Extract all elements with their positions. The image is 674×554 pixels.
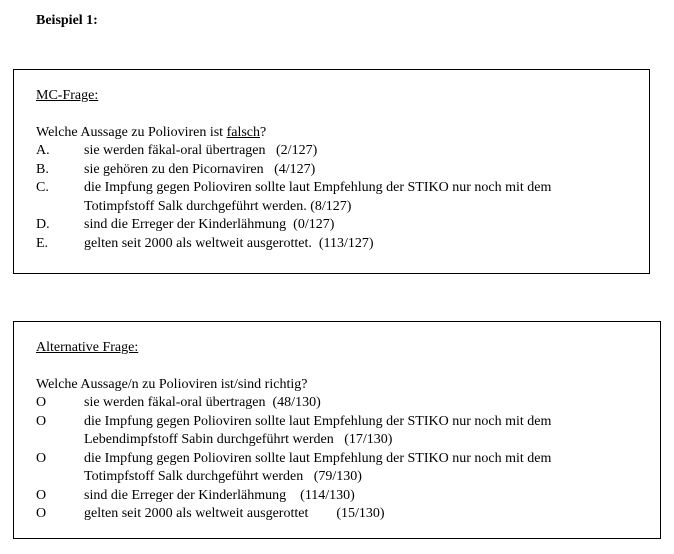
alt-question-heading: Alternative Frage: <box>36 340 139 355</box>
mc-question-heading: MC-Frage: <box>36 88 99 103</box>
option-item <box>36 179 639 216</box>
option-marker: O <box>36 506 47 521</box>
option-item <box>36 142 639 161</box>
option-text <box>84 142 639 161</box>
option-text <box>84 394 650 413</box>
option-text-line: Lebendimpfstoff Sabin durchgeführt werden (17/130) <box>84 432 393 447</box>
mc-question-text: Welche Aussage zu Polioviren ist falsch? <box>36 125 267 140</box>
alt-question-text: Welche Aussage/n zu Polioviren ist/sind richtig? <box>36 377 308 392</box>
option-text <box>84 505 650 524</box>
option-text-line: Totimpfstoff Salk durchgeführt werden (79/130) <box>84 469 362 484</box>
option-item <box>36 450 650 487</box>
mc-options-list <box>36 142 639 253</box>
option-marker: O <box>36 450 47 466</box>
option-text-line: sie gehören zu den Picornaviren (4/127) <box>84 161 316 177</box>
option-text-line: die Impfung gegen Polioviren sollte laut Empfehlung der STIKO nur noch mit dem <box>84 413 552 429</box>
option-text <box>84 179 639 216</box>
alt-options-list <box>36 394 650 524</box>
option-item <box>36 413 650 450</box>
option-text <box>84 235 639 254</box>
option-text <box>84 161 639 180</box>
option-text-line: gelten seit 2000 als weltweit ausgerottet (15/130) <box>84 506 385 521</box>
option-item <box>36 216 639 235</box>
option-text-line: sind die Erreger der Kinderlähmung (0/127) <box>84 217 335 232</box>
option-marker: O <box>36 395 47 410</box>
option-marker: B. <box>36 161 49 177</box>
option-text-line: die Impfung gegen Polioviren sollte laut Empfehlung der STIKO nur noch mit dem <box>84 450 552 466</box>
option-text-line: sind die Erreger der Kinderlähmung (114/130) <box>84 487 355 503</box>
emphasis-word: falsch <box>226 125 260 140</box>
option-item <box>36 394 650 413</box>
option-item <box>36 487 650 506</box>
option-marker: O <box>36 413 47 429</box>
option-marker: C. <box>36 180 49 195</box>
option-text <box>84 413 650 450</box>
option-text-line: gelten seit 2000 als weltweit ausgerottet. (113/127) <box>84 235 374 251</box>
option-text-line: sie werden fäkal-oral übertragen (48/130) <box>84 395 321 410</box>
option-item <box>36 235 639 254</box>
option-marker: D. <box>36 217 50 232</box>
alt-question-box <box>13 321 661 539</box>
option-text <box>84 216 639 235</box>
option-text-line: sie werden fäkal-oral übertragen (2/127) <box>84 143 318 158</box>
page-title: Beispiel 1: <box>36 13 98 28</box>
option-marker: E. <box>36 235 49 251</box>
option-text <box>84 450 650 487</box>
option-text-line: Totimpfstoff Salk durchgeführt werden. (8/127) <box>84 198 352 214</box>
option-marker: O <box>36 487 47 503</box>
mc-question-box <box>13 69 650 274</box>
option-marker: A. <box>36 143 50 158</box>
option-text <box>84 487 650 506</box>
option-text-line: die Impfung gegen Polioviren sollte laut Empfehlung der STIKO nur noch mit dem <box>84 180 552 195</box>
option-item <box>36 161 639 180</box>
option-item <box>36 505 650 524</box>
